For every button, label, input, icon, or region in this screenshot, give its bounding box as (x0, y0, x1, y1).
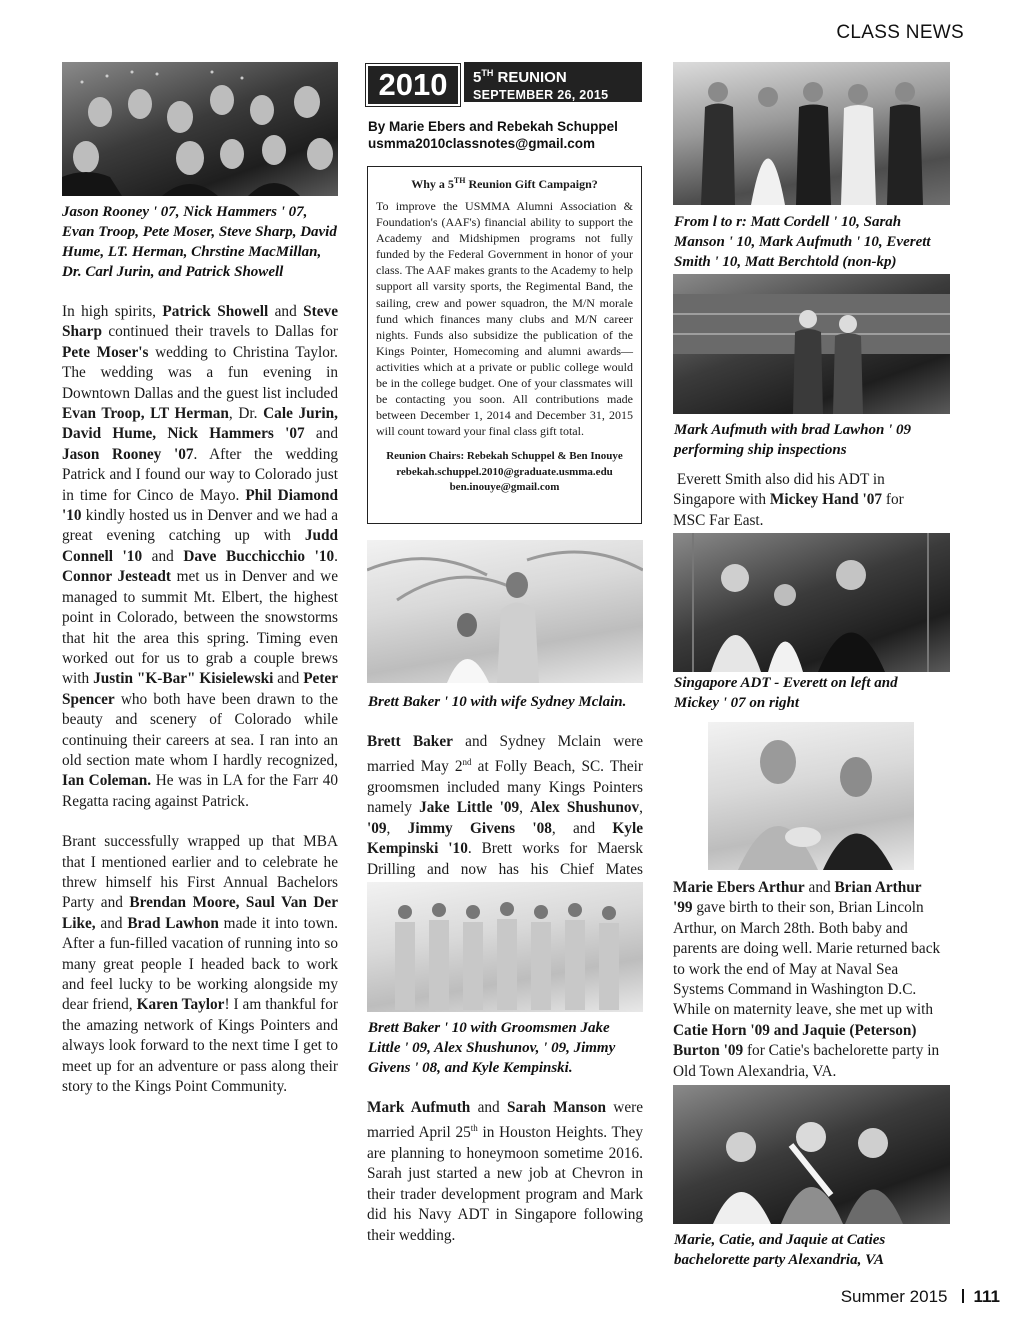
campaign-title-post: Reunion Gift Campaign? (465, 177, 598, 191)
campaign-title-pre: Why a 5 (411, 177, 454, 191)
aufmuth-article (367, 1098, 643, 1266)
smith-paragraph: Everett Smith also did his ADT in Singapore with Mickey Hand '07 for MSC Far East. (673, 471, 904, 529)
campaign-chairs (376, 449, 633, 496)
arthur-family-photo (708, 722, 914, 870)
chairs-line: Reunion Chairs: Rebekah Schuppel & Ben Inouye (386, 450, 623, 463)
wedding-party-figures (673, 62, 950, 205)
reunion-gift-campaign-box (367, 166, 642, 524)
ship-photo (673, 274, 950, 414)
singapore-photo (673, 533, 950, 672)
footer-separator (962, 1289, 964, 1303)
class-year: 2010 (366, 64, 460, 106)
dallas-paragraph: In high spirits, Patrick Showell and Steve Sharp continued their travels to Dallas for Pete Moser's wedding to Christina Taylor. The wedding was a fun evening in Downtown Dallas and the guest list included Evan Troop, LT Herman, Dr. Cale Jurin, David Hume, Nick Hammers '07 and Jason Rooney '07. After the wedding Patrick and I found our way to Colorado just in time for Cinco de Mayo. Phil Diamond '10 kindly hosted us in Denver and we had a great evening catching up with Judd Connell '10 and Dave Bucchicchio '10. Connor Jesteadt met us in Denver and we managed to summit Mt. Elbert, the highest point in Colorado, between the snowstorms that hit the area this spring. Timing even worked out for us to grab a couple brews with Justin "K-Bar" Kisielewski and Peter Spencer who both have been drawn to the beauty and scenery of Colorado while continuing their careers at sea. I ran into an old section mate whom I hardly recognized, Ian Coleman. He was in LA for the Farr 40 Regatta racing against Patrick. (62, 303, 339, 810)
chair-email-2[interactable]: ben.inouye@gmail.com (449, 481, 560, 494)
campaign-title-sup: TH (453, 176, 466, 185)
page-number: 111 (973, 1287, 1000, 1306)
group-photo-caption: Jason Rooney ' 07, Nick Hammers ' 07, Evan Troop, Pete Moser, Steve Sharp, David Hume, LT. Herman, Chrstine MacMillan, Dr. Carl Jurin, and Patrick Showell (62, 204, 337, 280)
baker-couple-photo (367, 540, 643, 683)
arthur-family-figures (708, 722, 914, 870)
issue-label: Summer 2015 (840, 1287, 948, 1306)
ship-figures (673, 274, 950, 414)
wedding-party-caption: From l to r: Matt Cordell ' 10, Sarah Manson ' 10, Mark Aufmuth ' 10, Everett Smith ' 10, Matt Berchtold (non-kp) (674, 214, 931, 270)
baker-couple-figures (367, 540, 643, 683)
singapore-caption: Singapore ADT - Everett on left and Mickey ' 07 on right (674, 675, 898, 711)
reunion-ordinal: 5 (473, 69, 482, 86)
baker-paragraph: Brett Baker and Sydney Mclain were married May 2nd at Folly Beach, SC. Their groomsmen included many Kings Pointers namely Jake Little '09, Alex Shushunov, '09, Jimmy Givens '08, and Kyle Kempinski '10. Brett works for Maersk Drilling and now has his Chief Mates (367, 733, 643, 878)
aufmuth-paragraph: Mark Aufmuth and Sarah Manson were married April 25th in Houston Heights. They are planning to honeymoon sometime 2016. Sarah just started a new job at Chevron in their trader development program and Mark did his Navy ADT in Singapore following their wedding. (367, 1099, 643, 1244)
bachelorette-figures (673, 1085, 950, 1224)
groomsmen-figures (367, 882, 643, 1012)
reunion-date: SEPTEMBER 26, 2015 (473, 88, 609, 102)
arthur-paragraph: Marie Ebers Arthur and Brian Arthur '99 gave birth to their son, Brian Lincoln Arthur, on March 28th. Both baby and parents are doing well. Marie returned back to work the end of May at Naval Sea Systems Command in Washington D.C. While on maternity leave, she met up with Catie Horn '09 and Jaquie (Peterson) Burton '09 for Catie's bachelorette party in Old Town Alexandria, VA. (673, 879, 941, 1080)
bachelorette-caption: Marie, Catie, and Jaquie at Caties bachelorette party Alexandria, VA (674, 1232, 886, 1268)
reunion-label (464, 62, 642, 102)
reunion-word: REUNION (497, 69, 567, 86)
campaign-text: To improve the USMMA Alumni Association & Foundation's (AAF's) financial ability to support the Academy and Midshipmen programs not fully funded by the Federal Government in honor of your class. The AAF makes grants to the Academy to help support all varsity sports, the Regimental Band, the sailing, crew and power squadron, the M/N morale fund which finances many clubs and M/N career nights. Funds also subsidize the publication of the Kings Pointer, Homecoming and alumni awards—activities which at a private or public college would be in the college budget. One of your classmates will be contacting you soon. All contributions made between December 1, 2014 and December 31, 2015 will count toward your final class gift total. (376, 199, 633, 439)
bachelorette-photo (673, 1085, 950, 1224)
class-email: usmma2010classnotes@gmail.com (368, 136, 596, 151)
ship-caption: Mark Aufmuth with brad Lawhon ' 09 performing ship inspections (674, 422, 912, 458)
singapore-figures (673, 533, 950, 672)
class-banner (366, 62, 642, 102)
mba-paragraph: Brant successfully wrapped up that MBA that I mentioned earlier and to celebrate he threw himself his First Annual Bachelors Party and Brendan Moore, Saul Van Der Like, and Brad Lawhon made it into town. After a fun-filled vacation of running into so many great people I headed back to work and feel lucky to be working alongside my dear friend, Karen Taylor! I am thankful for the amazing network of Kings Pointers and always look forward to the next time I get to meet up for an adventure or pass along their story to the Kings Point Community. (62, 833, 338, 1096)
arthur-article (673, 878, 943, 1102)
byline-authors: By Marie Ebers and Rebekah Schuppel (368, 119, 618, 134)
chair-email-1[interactable]: rebekah.schuppel.2010@graduate.usmma.edu (396, 465, 613, 478)
group-photo-figures (62, 62, 338, 196)
byline (368, 118, 648, 152)
campaign-title (376, 173, 633, 192)
column-1-article (62, 302, 338, 1117)
groomsmen-caption: Brett Baker ' 10 with Groomsmen Jake Little ' 09, Alex Shushunov, ' 09, Jimmy Givens ' 08, and Kyle Kempinski. (368, 1020, 616, 1076)
group-photo (62, 62, 338, 196)
page-footer (841, 1287, 1000, 1307)
section-header: CLASS NEWS (836, 22, 964, 43)
reunion-ordinal-suffix: TH (481, 68, 494, 78)
baker-couple-caption: Brett Baker ' 10 with wife Sydney Mclain. (368, 694, 627, 710)
groomsmen-photo (367, 882, 643, 1012)
wedding-party-photo (673, 62, 950, 205)
